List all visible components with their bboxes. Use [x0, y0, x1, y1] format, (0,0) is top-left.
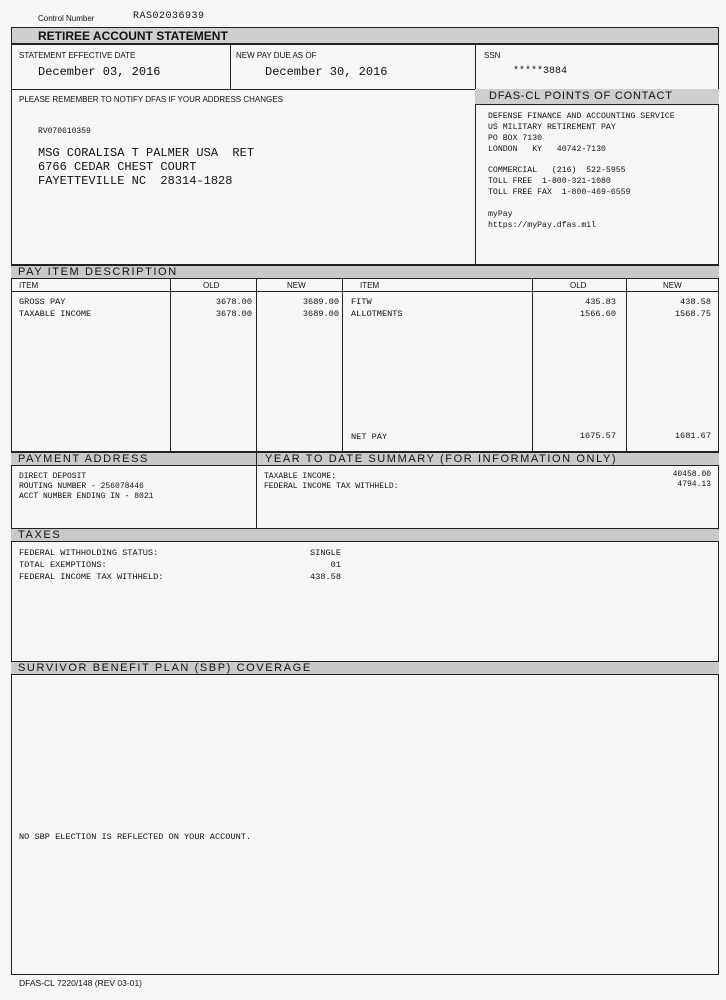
ssn-value: *****3884: [513, 66, 568, 77]
col-new-right: NEW: [663, 281, 682, 290]
contact-mypay: myPay: [488, 210, 513, 219]
page-title: RETIREE ACCOUNT STATEMENT: [38, 29, 228, 43]
pay-item-right: ALLOTMENTS: [351, 309, 403, 319]
ytd-fitw-label: FEDERAL INCOME TAX WITHHELD:: [264, 482, 399, 491]
withholding-status-label: FEDERAL WITHHOLDING STATUS:: [19, 548, 159, 558]
payment-address-title: PAYMENT ADDRESS: [18, 453, 149, 465]
account-number: ACCT NUMBER ENDING IN - 8021: [19, 492, 154, 501]
pay-item-left-old: 3678.00: [215, 309, 252, 319]
pay-item-left: GROSS PAY: [19, 297, 66, 307]
col-item-left: ITEM: [19, 281, 39, 290]
contact-header: [475, 89, 719, 105]
ytd-taxable-value: 40458.00: [672, 470, 711, 479]
address-line-1: MSG CORALISA T PALMER USA RET: [38, 146, 255, 160]
control-number-value: RAS02036939: [133, 11, 205, 22]
taxes-header: TAXES: [11, 528, 719, 542]
ytd-title: YEAR TO DATE SUMMARY (FOR INFORMATION ONLY): [265, 453, 618, 465]
net-pay-old: 1675.57: [579, 431, 616, 441]
address-notice: PLEASE REMEMBER TO NOTIFY DFAS IF YOUR ADDRESS CHANGES: [19, 95, 283, 104]
col-item-right: ITEM: [360, 281, 380, 290]
contact-commercial: COMMERCIAL (216) 522-5955: [488, 166, 626, 175]
col-old-left: OLD: [203, 281, 220, 290]
contact-org-2: US MILITARY RETIREMENT PAY: [488, 123, 616, 132]
pay-item-right-old: 1566.60: [579, 309, 616, 319]
pay-item-right-new: 1568.75: [674, 309, 711, 319]
title-band: [11, 27, 719, 44]
effective-date-label: STATEMENT EFFECTIVE DATE: [19, 51, 136, 60]
pay-item-left: TAXABLE INCOME: [19, 309, 92, 319]
sbp-header: SURVIVOR BENEFIT PLAN (SBP) COVERAGE: [11, 661, 719, 675]
contact-toll-free-fax: TOLL FREE FAX 1-800-469-6559: [488, 188, 631, 197]
address-reference: RV070610359: [38, 127, 91, 136]
pay-item-left-new: 3689.00: [302, 297, 339, 307]
net-pay-new: 1681.67: [674, 431, 711, 441]
pay-items-box: [11, 265, 719, 452]
contact-pobox: PO BOX 7130: [488, 134, 543, 143]
contact-org-1: DEFENSE FINANCE AND ACCOUNTING SERVICE: [488, 112, 675, 121]
payment-line-1: DIRECT DEPOSIT: [19, 472, 87, 481]
sbp-message: NO SBP ELECTION IS REFLECTED ON YOUR ACCOUNT.: [19, 832, 252, 842]
new-pay-label: NEW PAY DUE AS OF: [236, 51, 317, 60]
ytd-fitw-value: 4794.13: [677, 480, 711, 489]
routing-number: ROUTING NUMBER - 256078446: [19, 482, 144, 491]
address-line-2: 6766 CEDAR CHEST COURT: [38, 160, 197, 174]
contact-title: DFAS-CL POINTS OF CONTACT: [489, 90, 673, 102]
contact-city: LONDON KY 40742-7130: [488, 145, 606, 154]
address-line-3: FAYETTEVILLE NC 28314-1828: [38, 174, 233, 188]
ytd-taxable-label: TAXABLE INCOME:: [264, 472, 337, 481]
total-exemptions-label: TOTAL EXEMPTIONS:: [19, 560, 107, 570]
new-pay-value: December 30, 2016: [265, 65, 388, 79]
net-pay-label: NET PAY: [351, 432, 388, 442]
col-old-right: OLD: [570, 281, 587, 290]
fitw-label: FEDERAL INCOME TAX WITHHELD:: [19, 572, 164, 582]
contact-toll-free: TOLL FREE 1-800-321-1080: [488, 177, 611, 186]
withholding-status-value: SINGLE: [310, 548, 341, 558]
sbp-box: [11, 661, 719, 975]
contact-url[interactable]: https://myPay.dfas.mil: [488, 221, 597, 230]
total-exemptions-value: 01: [330, 560, 341, 570]
pay-item-right-new: 438.58: [680, 297, 711, 307]
col-new-left: NEW: [287, 281, 306, 290]
fitw-value: 438.58: [310, 572, 341, 582]
ssn-label: SSN: [484, 51, 501, 60]
pay-items-header: PAY ITEM DESCRIPTION: [11, 265, 719, 279]
pay-item-right: FITW: [351, 297, 372, 307]
form-number: DFAS-CL 7220/148 (REV 03-01): [19, 978, 142, 988]
effective-date-value: December 03, 2016: [38, 65, 161, 79]
pay-item-left-new: 3689.00: [302, 309, 339, 319]
pay-item-left-old: 3678.00: [215, 297, 252, 307]
pay-item-right-old: 435.83: [585, 297, 616, 307]
control-number-label: Control Number: [38, 14, 95, 23]
